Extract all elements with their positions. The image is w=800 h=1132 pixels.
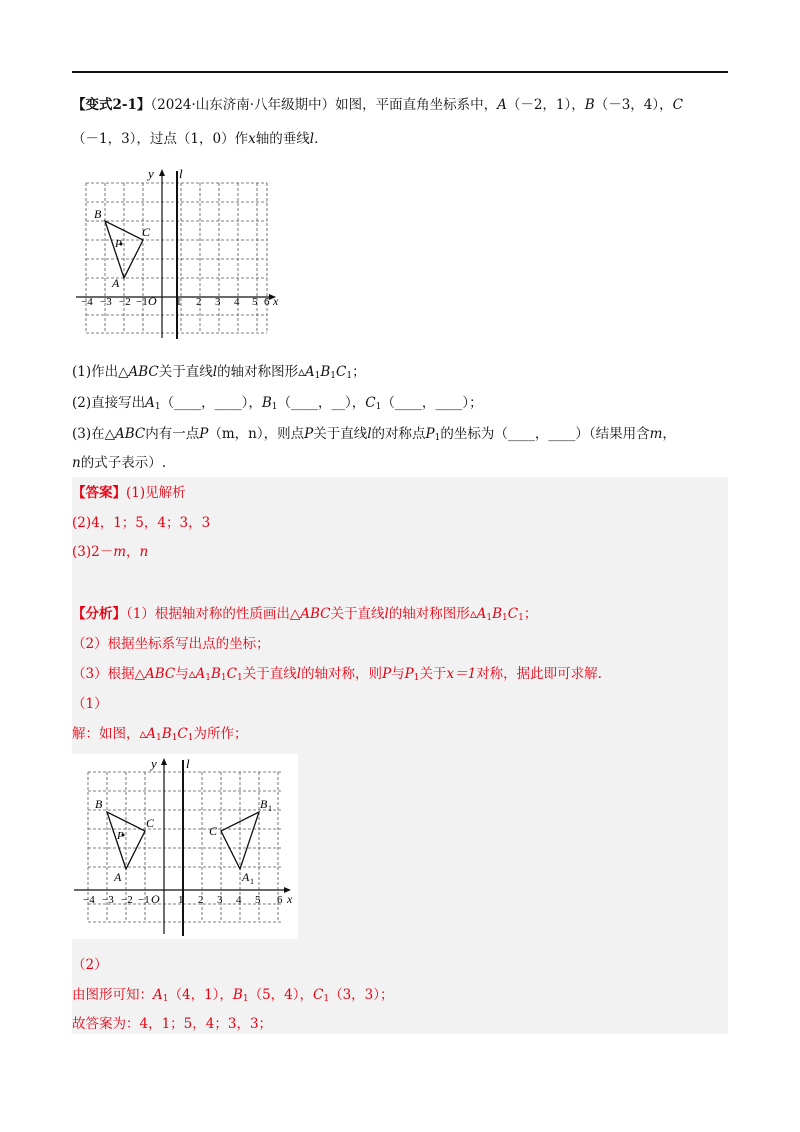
analysis-text: 的轴对称图形	[388, 606, 470, 622]
analysis-line-1	[72, 604, 537, 628]
header-rule	[72, 71, 728, 73]
subscript: 1	[187, 733, 194, 743]
small-triangle-icon: ▵	[298, 364, 305, 380]
analysis-line-2	[72, 634, 270, 654]
answer-line-1	[72, 483, 186, 503]
subscript: 1	[154, 402, 161, 412]
solution-text: 解：如图，	[72, 726, 140, 742]
subscript: 1	[314, 371, 321, 381]
var-c1: C	[226, 666, 237, 682]
answer-2: (2)4，1；5，4；3，3	[72, 515, 211, 531]
var-b1: B	[232, 987, 243, 1003]
analysis-text: 的轴对称，则	[301, 666, 383, 682]
problem-line-2	[72, 129, 318, 149]
q1-abc: ABC	[128, 364, 159, 380]
problem-text: （－1，3），过点（1，0）作	[72, 131, 249, 147]
origin-label: O	[148, 294, 157, 308]
subscript: 1	[162, 994, 169, 1004]
coord-b1: （5，4），	[248, 987, 314, 1003]
blank-a1: （____，____），	[160, 395, 262, 411]
question-3	[72, 424, 676, 448]
semicolon: ；	[523, 606, 538, 622]
var-p: P	[304, 426, 314, 442]
tick-label: 5	[252, 296, 258, 308]
problem-tag: 【变式2-1】	[72, 97, 151, 113]
label-a1: A	[242, 870, 250, 884]
origin-label: O	[151, 892, 160, 906]
tick-label: 4	[236, 894, 242, 906]
var-m: m	[113, 544, 127, 560]
grid	[88, 772, 282, 922]
answer-label: 【答案】	[72, 485, 126, 501]
figure-1	[72, 163, 287, 343]
subscript: 1	[375, 402, 382, 412]
tick-label: 6	[277, 894, 283, 906]
subscript: 1	[156, 733, 162, 743]
tick-label: 4	[234, 296, 240, 308]
answer-1: (1)见解析	[126, 485, 186, 501]
comma: ，	[662, 426, 676, 442]
var-p: P	[199, 426, 209, 442]
var-m: m	[649, 426, 663, 442]
analysis-text: 与	[391, 666, 405, 682]
tick-label: 1	[178, 894, 184, 906]
subscript: 1	[346, 371, 353, 381]
q1-l: l	[212, 364, 218, 380]
subscript: 1	[237, 673, 243, 683]
equation: x＝1	[446, 666, 477, 682]
var-n: n	[139, 544, 149, 560]
answer-3: (3)2－	[72, 544, 114, 560]
var-a1: A	[304, 364, 315, 380]
analysis-label: 【分析】	[72, 606, 126, 622]
q3-text: 的坐标为（____，____）（结果用含	[440, 426, 650, 442]
var-p1: P	[404, 666, 414, 682]
q3-text: (3)在△	[72, 426, 116, 442]
var-c1: C	[313, 987, 324, 1003]
var-a1: A	[195, 666, 206, 682]
var-x: x	[248, 131, 256, 147]
subscript: 1	[323, 994, 330, 1004]
x-label: x	[273, 294, 279, 308]
small-triangle-icon: ▵	[139, 726, 147, 742]
var-b1: B	[492, 606, 502, 622]
tick-label: −4	[83, 894, 95, 906]
q3-text: （m，n），则点	[208, 426, 305, 442]
tick-label: 3	[215, 296, 221, 308]
q2-text: (2)直接写出	[72, 395, 146, 411]
question-1	[72, 362, 366, 386]
var-c1: C	[336, 364, 347, 380]
label-b1: B	[260, 797, 268, 811]
label-a: A	[112, 276, 120, 290]
label-c1: C	[209, 824, 218, 838]
y-label: y	[148, 166, 154, 181]
label-a: A	[114, 870, 122, 884]
label-a1-sub: 1	[250, 877, 254, 886]
analysis-text: （2）根据坐标系写出点的坐标；	[72, 636, 270, 652]
var-a1: A	[476, 606, 487, 622]
blank-c1: （____，____）；	[381, 395, 483, 411]
coord-c1: （3，3）；	[329, 987, 394, 1003]
q3-text: 内有一点	[145, 426, 200, 442]
var-a1: A	[146, 726, 157, 742]
solution-text: 为所作；	[193, 726, 248, 742]
blank-b1: （____，__），	[277, 395, 366, 411]
analysis-part-2	[72, 955, 108, 975]
coord-a1: （4，1），	[168, 987, 233, 1003]
subscript: 1	[271, 402, 278, 412]
tick-label: 6	[264, 296, 270, 308]
analysis-text: （3）根据△	[72, 666, 145, 682]
subscript: 1	[242, 994, 249, 1004]
y-axis-arrow	[161, 758, 167, 765]
tick-label: 5	[255, 894, 261, 906]
comma: ，	[126, 544, 140, 560]
var-A: A	[497, 97, 507, 113]
analysis-text: 关于直线	[242, 666, 297, 682]
subscript: 1	[205, 673, 211, 683]
label-c: C	[142, 225, 151, 239]
var-b1: B	[320, 364, 331, 380]
analysis-text: 故答案为：4，1；5，4；3，3；	[72, 1016, 273, 1032]
var-abc: ABC	[300, 606, 331, 622]
q3-abc: ABC	[115, 426, 146, 442]
small-triangle-icon: ▵	[469, 606, 477, 622]
var-c1: C	[177, 726, 188, 742]
var-b1: B	[211, 666, 221, 682]
figure-2	[72, 754, 298, 939]
analysis-text: 由图形可知：	[72, 987, 153, 1003]
l-label: l	[186, 756, 190, 771]
var-b1: B	[161, 726, 172, 742]
var-B: B	[584, 97, 595, 113]
label-c: C	[146, 816, 155, 830]
problem-stem: 如图，平面直角坐标系中，	[335, 97, 498, 113]
q1-text: 的轴对称图形	[217, 364, 299, 380]
analysis-line-3	[72, 664, 602, 688]
solution-line-1	[72, 724, 248, 748]
subscript: 1	[518, 613, 524, 623]
question-2	[72, 393, 483, 417]
sep: ，	[571, 97, 585, 113]
q3-text: 的对称点	[371, 426, 426, 442]
analysis-text: 关于直线	[330, 606, 385, 622]
var-p1: P	[425, 426, 435, 442]
var-l: l	[309, 131, 315, 147]
subscript: 1	[220, 673, 227, 683]
subscript: 1	[171, 733, 178, 743]
label-b: B	[94, 207, 102, 221]
analysis-line-4	[72, 985, 394, 1009]
q1-text: 关于直线	[158, 364, 213, 380]
part-label: （1）	[72, 696, 108, 712]
subscript: 1	[434, 433, 441, 443]
q1-text: (1)作出△	[72, 364, 129, 380]
subscript: 1	[486, 613, 493, 623]
tick-labels	[81, 296, 270, 308]
analysis-part-1	[72, 694, 108, 714]
label-p: P	[117, 830, 124, 842]
var-c1: C	[365, 395, 376, 411]
subscript: 1	[502, 613, 508, 623]
var-p: P	[382, 666, 392, 682]
analysis-line-5	[72, 1014, 272, 1034]
part-label: （2）	[72, 957, 108, 973]
sep: ，	[659, 97, 673, 113]
tick-label: −3	[102, 894, 114, 906]
coord-B: （－3，4）	[594, 97, 660, 113]
question-3-line-2	[72, 453, 166, 473]
analysis-text: 关于	[419, 666, 447, 682]
analysis-text: 对称，据此即可求解.	[476, 666, 602, 682]
var-b1: B	[261, 395, 272, 411]
triangle-a1b1c1	[221, 812, 259, 869]
subscript: 1	[330, 371, 337, 381]
var-C: C	[672, 97, 683, 113]
var-n: n	[72, 455, 81, 471]
tick-label: −3	[100, 296, 112, 308]
triangle-abc	[107, 812, 145, 869]
answer-line-2	[72, 513, 210, 533]
tick-label: −1	[138, 894, 150, 906]
problem-source: （2024·山东济南·八年级期中）	[150, 97, 336, 113]
label-p: P	[115, 238, 122, 250]
answer-line-3	[72, 542, 148, 562]
small-triangle-icon: ▵	[188, 666, 196, 682]
tick-label: 3	[217, 894, 223, 906]
tick-label: −2	[121, 894, 133, 906]
var-l: l	[367, 426, 372, 442]
tick-label: −2	[119, 296, 131, 308]
label-b1-sub: 1	[268, 804, 272, 813]
label-b: B	[95, 797, 103, 811]
var-abc: ABC	[144, 666, 176, 682]
var-a1: A	[153, 987, 163, 1003]
subscript: 1	[413, 673, 420, 683]
analysis-text: 与	[175, 666, 189, 682]
tick-label: −1	[136, 296, 148, 308]
var-c1: C	[507, 606, 519, 622]
l-label: l	[179, 166, 183, 181]
tick-label: 2	[198, 894, 204, 906]
problem-text: 轴的垂线	[255, 131, 310, 147]
y-axis-arrow	[159, 169, 165, 176]
tick-label: −4	[81, 296, 93, 308]
y-label: y	[151, 756, 157, 771]
q3-text: 关于直线	[313, 426, 368, 442]
var-a1: A	[145, 395, 155, 411]
tick-label: 2	[196, 296, 202, 308]
problem-line-1	[72, 95, 683, 115]
var-l: l	[384, 606, 389, 622]
var-l: l	[296, 666, 302, 682]
coord-A: （－2，1）	[506, 97, 572, 113]
tick-label: 1	[176, 296, 182, 308]
q3-text: 的式子表示）.	[80, 455, 166, 471]
analysis-text: （1）根据轴对称的性质画出△	[126, 606, 301, 622]
period: .	[314, 131, 319, 147]
x-label: x	[287, 892, 293, 906]
semicolon: ；	[352, 364, 366, 380]
